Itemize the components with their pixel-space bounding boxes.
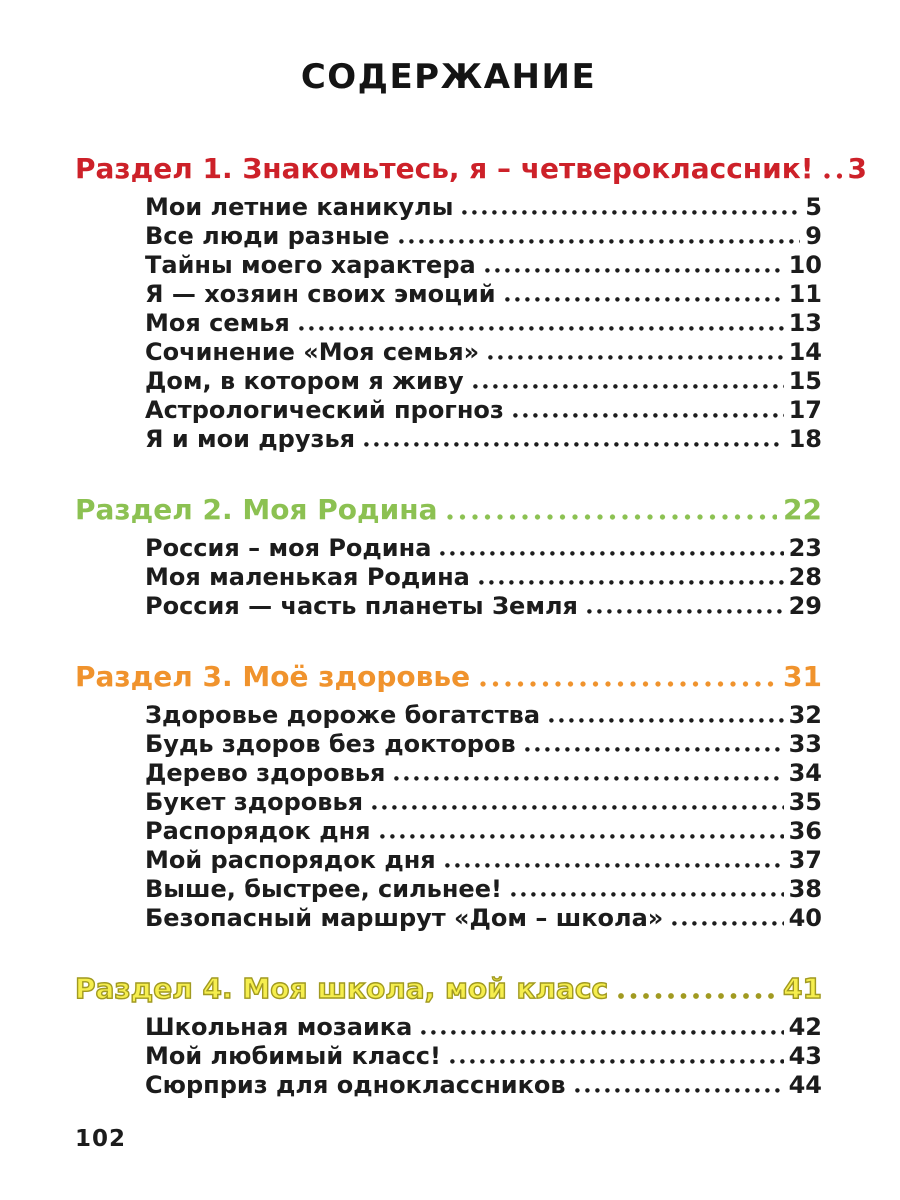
toc-item-page: 33 <box>788 730 822 758</box>
toc-item-page: 37 <box>788 846 822 874</box>
toc-section-4 <box>75 971 822 1100</box>
dot-leader <box>513 413 784 418</box>
toc-item-title: Астрологический прогноз <box>145 396 504 424</box>
dot-leader <box>473 384 784 389</box>
dot-leader <box>479 580 784 585</box>
dot-leader <box>824 173 842 179</box>
section-heading <box>75 971 822 1007</box>
toc-item-title: Дерево здоровья <box>145 759 386 787</box>
dot-leader <box>399 239 801 244</box>
toc-item-page: 43 <box>788 1042 822 1070</box>
toc-item <box>75 309 822 338</box>
toc-item-title: Сочинение «Моя семья» <box>145 338 480 366</box>
toc-item-page: 18 <box>788 425 822 453</box>
toc-item <box>75 701 822 730</box>
toc-item <box>75 563 822 592</box>
toc-item-title: Будь здоров без докторов <box>145 730 516 758</box>
toc-item-title: Дом, в котором я живу <box>145 367 464 395</box>
toc-item-page: 11 <box>788 280 822 308</box>
toc-item-page: 14 <box>788 338 822 366</box>
toc-section-2 <box>75 492 822 621</box>
toc-item-title: Моя маленькая Родина <box>145 563 470 591</box>
toc-item <box>75 396 822 425</box>
section-heading <box>75 492 822 528</box>
toc-item-page: 13 <box>788 309 822 337</box>
dot-leader <box>480 681 777 687</box>
toc-item <box>75 425 822 454</box>
toc-item-title: Здоровье дороже богатства <box>145 701 541 729</box>
dot-leader <box>447 514 777 520</box>
toc-item <box>75 730 822 759</box>
dot-leader <box>462 210 800 215</box>
dot-leader <box>364 442 784 447</box>
dot-leader <box>549 718 784 723</box>
dot-leader <box>440 551 783 556</box>
dot-leader <box>511 892 784 897</box>
toc-item <box>75 788 822 817</box>
toc-item-title: Безопасный маршрут «Дом – школа» <box>145 904 664 932</box>
dot-leader <box>575 1088 784 1093</box>
section-heading <box>75 151 868 187</box>
toc-item-title: Сюрприз для одноклассников <box>145 1071 566 1099</box>
dot-leader <box>488 355 783 360</box>
toc-item-title: Распорядок дня <box>145 817 371 845</box>
toc-item-title: Выше, быстрее, сильнее! <box>145 875 502 903</box>
toc-item-page: 29 <box>788 592 822 620</box>
toc-item-page: 35 <box>788 788 822 816</box>
dot-leader <box>450 1059 784 1064</box>
toc-item-page: 36 <box>788 817 822 845</box>
toc-item-page: 34 <box>788 759 822 787</box>
section-page-number: 31 <box>783 660 822 693</box>
folio-page-number: 102 <box>75 1126 127 1152</box>
page-title: СОДЕРЖАНИЕ <box>300 57 597 97</box>
toc-item <box>75 1042 822 1071</box>
dot-leader <box>299 326 784 331</box>
toc-item <box>75 1013 822 1042</box>
dot-leader <box>587 609 784 614</box>
section-heading-title: Раздел 3. Моё здоровье <box>75 660 471 693</box>
toc-item <box>75 534 822 563</box>
toc-item-title: Мои летние каникулы <box>145 193 454 221</box>
dot-leader <box>505 297 784 302</box>
section-heading-title: Раздел 2. Моя Родина <box>75 493 438 526</box>
toc-item-page: 32 <box>788 701 822 729</box>
toc-item-title: Моя семья <box>145 309 290 337</box>
dot-leader <box>485 268 784 273</box>
toc-item <box>75 759 822 788</box>
section-heading-title: Раздел 4. Моя школа, мой класс <box>75 972 609 1005</box>
toc-item <box>75 875 822 904</box>
toc-item-page: 40 <box>788 904 822 932</box>
section-heading-title: Раздел 1. Знакомьтесь, я – четвероклассник! <box>75 152 814 185</box>
toc-item <box>75 338 822 367</box>
toc-item-page: 44 <box>788 1071 822 1099</box>
section-page-number: 41 <box>783 972 822 1005</box>
toc-item-page: 9 <box>805 222 822 250</box>
dot-leader <box>672 921 783 926</box>
toc-item-title: Я и мои друзья <box>145 425 356 453</box>
dot-leader <box>380 834 784 839</box>
section-page-number: 22 <box>783 493 822 526</box>
toc-item-page: 10 <box>788 251 822 279</box>
toc-section-3 <box>75 659 822 933</box>
section-heading <box>75 659 822 695</box>
dot-leader <box>394 776 783 781</box>
toc-item-title: Мой любимый класс! <box>145 1042 441 1070</box>
toc-item-page: 15 <box>788 367 822 395</box>
dot-leader <box>445 863 784 868</box>
toc-item-title: Россия – моя Родина <box>145 534 432 562</box>
toc-item <box>75 904 822 933</box>
dot-leader <box>372 805 784 810</box>
toc-item-page: 38 <box>788 875 822 903</box>
toc-item <box>75 846 822 875</box>
section-page-number: 3 <box>847 152 868 185</box>
toc-item-page: 17 <box>788 396 822 424</box>
toc-item-page: 5 <box>805 193 822 221</box>
toc-item-page: 42 <box>788 1013 822 1041</box>
toc-item <box>75 222 822 251</box>
dot-leader <box>421 1030 783 1035</box>
dot-leader <box>525 747 784 752</box>
toc-item <box>75 193 822 222</box>
toc-item-title: Букет здоровья <box>145 788 364 816</box>
toc-item-title: Все люди разные <box>145 222 390 250</box>
toc-item-title: Мой распорядок дня <box>145 846 436 874</box>
toc-item-title: Тайны моего характера <box>145 251 476 279</box>
toc-item-title: Школьная мозаика <box>145 1013 413 1041</box>
toc-item <box>75 367 822 396</box>
toc-item-title: Я — хозяин своих эмоций <box>145 280 496 308</box>
toc-section-1 <box>75 151 868 454</box>
toc-item <box>75 1071 822 1100</box>
toc-item <box>75 817 822 846</box>
toc-item-title: Россия — часть планеты Земля <box>145 592 578 620</box>
toc-item <box>75 280 822 309</box>
toc-item-page: 28 <box>788 563 822 591</box>
toc-item <box>75 592 822 621</box>
toc-item-page: 23 <box>788 534 822 562</box>
toc-item <box>75 251 822 280</box>
dot-leader <box>618 993 777 999</box>
